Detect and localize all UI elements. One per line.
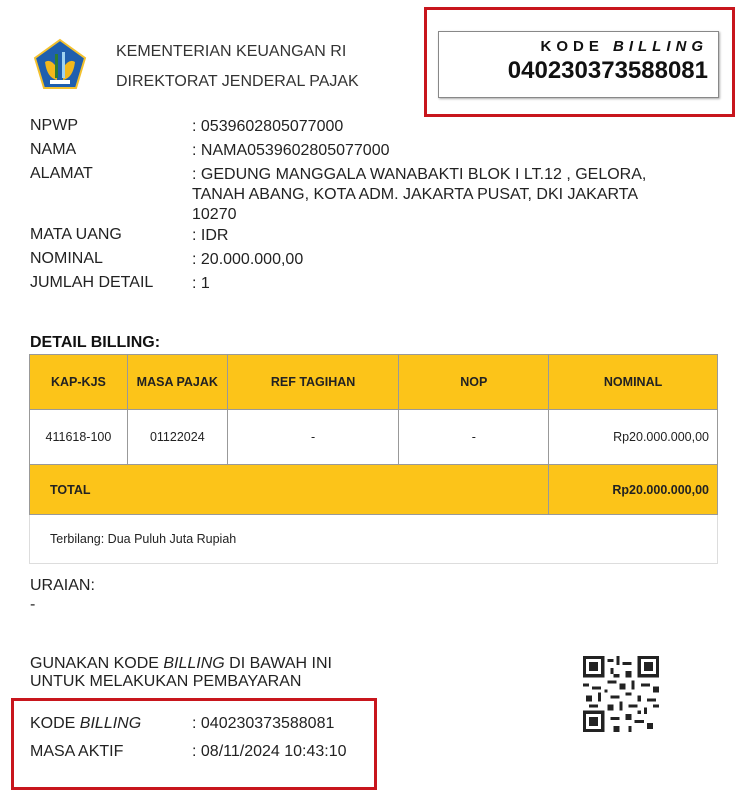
kode-billing-label: KODE BILLING — [540, 38, 708, 55]
total-row — [30, 465, 718, 515]
payment-instruction: GUNAKAN KODE BILLING DI BAWAH INI UNTUK MELAKUKAN PEMBAYARAN — [30, 655, 332, 690]
cell-kap-kjs: 411618-100 — [30, 410, 128, 465]
cell-ref-tagihan: - — [227, 410, 399, 465]
column-header: KAP-KJS — [30, 355, 128, 410]
terbilang-row — [30, 515, 718, 564]
total-value: Rp20.000.000,00 — [549, 465, 718, 515]
footer-masa-aktif-value: : 08/11/2024 10:43:10 — [192, 743, 347, 760]
column-header: NOMINAL — [549, 355, 718, 410]
directorate-name: DIREKTORAT JENDERAL PAJAK — [116, 73, 359, 90]
cell-nominal: Rp20.000.000,00 — [549, 410, 718, 465]
column-header: NOP — [399, 355, 549, 410]
kemenkeu-logo-icon — [33, 38, 87, 92]
uraian-label: URAIAN: — [30, 577, 95, 594]
terbilang-text: Terbilang: Dua Puluh Juta Rupiah — [30, 515, 718, 564]
cell-nop: - — [399, 410, 549, 465]
detail-billing-title: DETAIL BILLING: — [30, 334, 161, 351]
footer-kode-billing-label: KODE BILLING — [30, 715, 142, 732]
table-row — [30, 410, 718, 465]
qr-code-icon — [583, 656, 659, 732]
column-header: REF TAGIHAN — [227, 355, 399, 410]
kode-billing-value: 040230373588081 — [507, 57, 708, 84]
kode-billing-box — [438, 31, 719, 98]
column-header: MASA PAJAK — [127, 355, 227, 410]
ministry-name: KEMENTERIAN KEUANGAN RI — [116, 43, 347, 60]
footer-kode-billing-value: : 040230373588081 — [192, 715, 335, 732]
total-label: TOTAL — [30, 465, 549, 515]
uraian-value: - — [30, 596, 36, 613]
table-header-row — [30, 355, 718, 410]
footer-masa-aktif-label: MASA AKTIF — [30, 743, 124, 760]
billing-table — [29, 354, 718, 564]
cell-masa-pajak: 01122024 — [127, 410, 227, 465]
